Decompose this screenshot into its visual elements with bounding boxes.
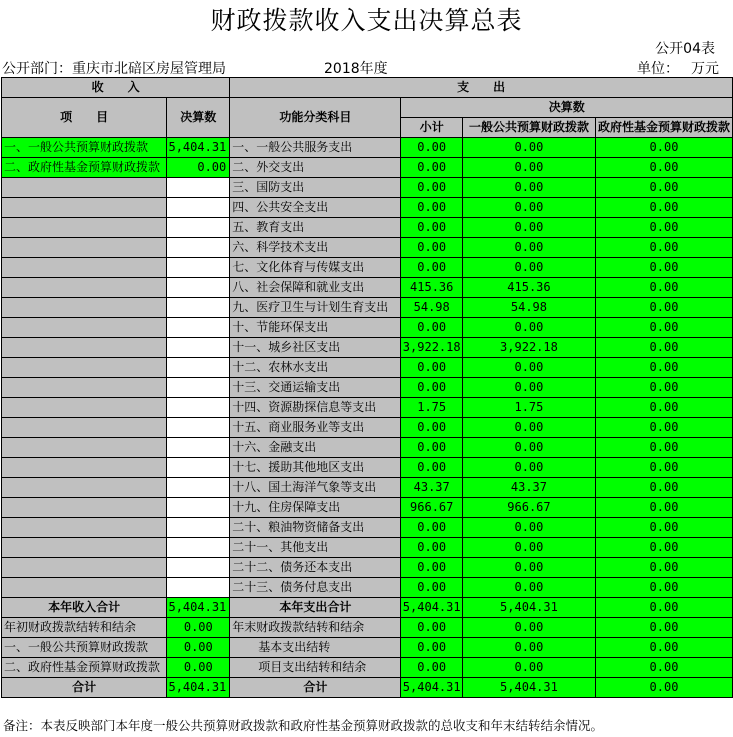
- report-year: 2018年度: [324, 61, 388, 77]
- expense-gen-budget: 0.00: [462, 318, 595, 338]
- income-value-empty: [167, 218, 230, 238]
- table-row: [2, 358, 733, 378]
- income-value-empty: [167, 578, 230, 598]
- income-item-empty: [2, 418, 167, 438]
- expense-total-gen-budget: 5,404.31: [462, 598, 595, 618]
- income-item-empty: [2, 438, 167, 458]
- header-row-2: [2, 98, 733, 118]
- carry-expense-item: 年末财政拨款结转和结余: [230, 618, 401, 638]
- income-header: 收 入: [2, 78, 230, 98]
- expense-total-label: 本年支出合计: [230, 598, 401, 618]
- expense-subtotal: 0.00: [401, 238, 462, 258]
- expense-gov-fund: 0.00: [595, 538, 732, 558]
- income-value-empty: [167, 338, 230, 358]
- unit: [637, 60, 719, 78]
- expense-item: 二十三、债务付息支出: [230, 578, 401, 598]
- footnote: 备注：本表反映部门本年度一般公共预算财政拨款和政府性基金预算财政拨款的总收支和年末结转结余情况。: [3, 718, 604, 733]
- income-value-empty: [167, 558, 230, 578]
- carry-gov-fund: 0.00: [595, 658, 732, 678]
- expense-item: 十九、住房保障支出: [230, 498, 401, 518]
- expense-subtotal: 0.00: [401, 538, 462, 558]
- expense-subtotal: 966.67: [401, 498, 462, 518]
- expense-gen-budget: 0.00: [462, 438, 595, 458]
- expense-item: 一、一般公共服务支出: [230, 138, 401, 158]
- expense-gov-fund: 0.00: [595, 178, 732, 198]
- table-row: [2, 258, 733, 278]
- carry-income-value: 0.00: [167, 618, 230, 638]
- expense-gen-budget: 0.00: [462, 198, 595, 218]
- income-item-empty: [2, 278, 167, 298]
- header-row-1: [2, 78, 733, 98]
- income-item-empty: [2, 398, 167, 418]
- income-value: 0.00: [167, 158, 230, 178]
- expense-item: 三、国防支出: [230, 178, 401, 198]
- expense-subtotal: 0.00: [401, 418, 462, 438]
- expense-item: 十七、援助其他地区支出: [230, 458, 401, 478]
- table-row: [2, 178, 733, 198]
- income-value: 5,404.31: [167, 138, 230, 158]
- carry-expense-item: 项目支出结转和结余: [230, 658, 401, 678]
- expense-gov-fund: 0.00: [595, 498, 732, 518]
- income-value-empty: [167, 418, 230, 438]
- expense-gen-budget: 0.00: [462, 558, 595, 578]
- grand-subtotal: 5,404.31: [401, 678, 462, 698]
- income-item-empty: [2, 518, 167, 538]
- income-value-empty: [167, 238, 230, 258]
- expense-item: 十一、城乡社区支出: [230, 338, 401, 358]
- expense-gen-budget: 966.67: [462, 498, 595, 518]
- carry-subtotal: 0.00: [401, 618, 462, 638]
- income-value-empty: [167, 318, 230, 338]
- expense-item: 二十一、其他支出: [230, 538, 401, 558]
- expense-subtotal: 0.00: [401, 558, 462, 578]
- expense-subtotal: 3,922.18: [401, 338, 462, 358]
- expense-gov-fund: 0.00: [595, 378, 732, 398]
- budget-table: [1, 77, 733, 698]
- income-item: 二、政府性基金预算财政拨款: [2, 158, 167, 178]
- expense-gen-budget: 0.00: [462, 518, 595, 538]
- expense-gov-fund: 0.00: [595, 358, 732, 378]
- table-row: [2, 318, 733, 338]
- table-row: [2, 398, 733, 418]
- expense-subtotal: 0.00: [401, 518, 462, 538]
- income-item: 一、一般公共预算财政拨款: [2, 138, 167, 158]
- carry-gov-fund: 0.00: [595, 618, 732, 638]
- income-item-empty: [2, 338, 167, 358]
- carry-income-item: 一、一般公共预算财政拨款: [2, 638, 167, 658]
- expense-item: 十六、金融支出: [230, 438, 401, 458]
- expense-subtotal: 415.36: [401, 278, 462, 298]
- carry-row: [2, 658, 733, 678]
- expense-gen-budget: 0.00: [462, 178, 595, 198]
- expense-item: 十二、农林水支出: [230, 358, 401, 378]
- table-row: [2, 458, 733, 478]
- expense-gov-fund: 0.00: [595, 218, 732, 238]
- amount-header: 决算数: [167, 98, 230, 138]
- expense-gov-fund: 0.00: [595, 558, 732, 578]
- carry-gen-budget: 0.00: [462, 618, 595, 638]
- table-row: [2, 518, 733, 538]
- grand-expense-label: 合计: [230, 678, 401, 698]
- carry-expense-item: 基本支出结转: [230, 638, 401, 658]
- table-row: [2, 158, 733, 178]
- expense-item: 十五、商业服务业等支出: [230, 418, 401, 438]
- table-row: [2, 378, 733, 398]
- expense-subtotal: 43.37: [401, 478, 462, 498]
- expense-gov-fund: 0.00: [595, 338, 732, 358]
- table-row: [2, 278, 733, 298]
- expense-gov-fund: 0.00: [595, 398, 732, 418]
- func-header: 功能分类科目: [230, 98, 401, 138]
- carry-gen-budget: 0.00: [462, 638, 595, 658]
- income-item-empty: [2, 578, 167, 598]
- gen-budget-header: 一般公共预算财政拨款: [462, 118, 595, 138]
- expense-gen-budget: 0.00: [462, 138, 595, 158]
- form-number: 公开04表: [655, 41, 715, 57]
- expense-gov-fund: 0.00: [595, 138, 732, 158]
- item-header: 项 目: [2, 98, 167, 138]
- expense-item: 十三、交通运输支出: [230, 378, 401, 398]
- expense-item: 二十二、债务还本支出: [230, 558, 401, 578]
- unit-value: 万元: [691, 61, 719, 77]
- income-value-empty: [167, 458, 230, 478]
- expense-item: 十、节能环保支出: [230, 318, 401, 338]
- carry-row: [2, 638, 733, 658]
- income-value-empty: [167, 278, 230, 298]
- income-value-empty: [167, 378, 230, 398]
- table-row: [2, 558, 733, 578]
- table-wrapper: [1, 77, 733, 698]
- expense-gen-budget: 0.00: [462, 158, 595, 178]
- income-item-empty: [2, 238, 167, 258]
- unit-label: 单位：: [637, 61, 679, 77]
- income-item-empty: [2, 458, 167, 478]
- department-label: 公开部门：: [2, 61, 72, 77]
- final-group-header: 决算数: [401, 98, 733, 118]
- income-item-empty: [2, 178, 167, 198]
- expense-item: 八、社会保障和就业支出: [230, 278, 401, 298]
- expense-gen-budget: 415.36: [462, 278, 595, 298]
- expense-item: 四、公共安全支出: [230, 198, 401, 218]
- income-value-empty: [167, 538, 230, 558]
- expense-gov-fund: 0.00: [595, 258, 732, 278]
- expense-subtotal: 0.00: [401, 138, 462, 158]
- expense-gen-budget: 0.00: [462, 458, 595, 478]
- grand-income-value: 5,404.31: [167, 678, 230, 698]
- expense-subtotal: 54.98: [401, 298, 462, 318]
- expense-subtotal: 0.00: [401, 158, 462, 178]
- expense-gov-fund: 0.00: [595, 458, 732, 478]
- income-total-value: 5,404.31: [167, 598, 230, 618]
- table-row: [2, 238, 733, 258]
- department-value: 重庆市北碚区房屋管理局: [72, 61, 226, 77]
- expense-gen-budget: 0.00: [462, 258, 595, 278]
- income-total-label: 本年收入合计: [2, 598, 167, 618]
- department: [2, 60, 250, 78]
- table-row: [2, 218, 733, 238]
- expense-subtotal: 0.00: [401, 218, 462, 238]
- expense-total-subtotal: 5,404.31: [401, 598, 462, 618]
- expense-subtotal: 1.75: [401, 398, 462, 418]
- expense-gov-fund: 0.00: [595, 278, 732, 298]
- expense-gen-budget: 3,922.18: [462, 338, 595, 358]
- expense-item: 六、科学技术支出: [230, 238, 401, 258]
- carry-gen-budget: 0.00: [462, 658, 595, 678]
- income-item-empty: [2, 538, 167, 558]
- income-item-empty: [2, 318, 167, 338]
- income-item-empty: [2, 258, 167, 278]
- income-value-empty: [167, 498, 230, 518]
- grand-income-label: 合计: [2, 678, 167, 698]
- expense-gen-budget: 0.00: [462, 358, 595, 378]
- expense-total-gov-fund: 0.00: [595, 598, 732, 618]
- expense-gen-budget: 54.98: [462, 298, 595, 318]
- table-row: [2, 298, 733, 318]
- table-row: [2, 538, 733, 558]
- expense-gen-budget: 43.37: [462, 478, 595, 498]
- expense-subtotal: 0.00: [401, 438, 462, 458]
- table-row: [2, 338, 733, 358]
- expense-subtotal: 0.00: [401, 578, 462, 598]
- table-row: [2, 138, 733, 158]
- expense-subtotal: 0.00: [401, 358, 462, 378]
- table-row: [2, 478, 733, 498]
- expense-item: 十八、国土海洋气象等支出: [230, 478, 401, 498]
- income-value-empty: [167, 398, 230, 418]
- income-item-empty: [2, 478, 167, 498]
- expense-gov-fund: 0.00: [595, 518, 732, 538]
- expense-subtotal: 0.00: [401, 258, 462, 278]
- expense-item: 九、医疗卫生与计划生育支出: [230, 298, 401, 318]
- expense-gen-budget: 0.00: [462, 578, 595, 598]
- expense-gov-fund: 0.00: [595, 478, 732, 498]
- expense-item: 十四、资源勘探信息等支出: [230, 398, 401, 418]
- expense-gen-budget: 0.00: [462, 538, 595, 558]
- totals-row: [2, 598, 733, 618]
- expense-gov-fund: 0.00: [595, 578, 732, 598]
- report-title: 财政拨款收入支出决算总表: [210, 6, 523, 35]
- table-row: [2, 498, 733, 518]
- table-row: [2, 198, 733, 218]
- expense-gov-fund: 0.00: [595, 198, 732, 218]
- income-item-empty: [2, 218, 167, 238]
- table-row: [2, 578, 733, 598]
- expense-gov-fund: 0.00: [595, 158, 732, 178]
- gov-fund-header: 政府性基金预算财政拨款: [595, 118, 732, 138]
- expense-subtotal: 0.00: [401, 378, 462, 398]
- expense-gen-budget: 0.00: [462, 378, 595, 398]
- income-item-empty: [2, 378, 167, 398]
- table-row: [2, 438, 733, 458]
- table-row: [2, 418, 733, 438]
- grand-gov-fund: 0.00: [595, 678, 732, 698]
- income-value-empty: [167, 198, 230, 218]
- expense-header: 支 出: [230, 78, 733, 98]
- grand-total-row: [2, 678, 733, 698]
- subtotal-header: 小计: [401, 118, 462, 138]
- expense-gov-fund: 0.00: [595, 318, 732, 338]
- income-item-empty: [2, 198, 167, 218]
- carry-income-item: 年初财政拨款结转和结余: [2, 618, 167, 638]
- expense-gov-fund: 0.00: [595, 418, 732, 438]
- income-value-empty: [167, 178, 230, 198]
- income-value-empty: [167, 258, 230, 278]
- expense-item: 五、教育支出: [230, 218, 401, 238]
- income-item-empty: [2, 558, 167, 578]
- income-item-empty: [2, 498, 167, 518]
- expense-item: 二十、粮油物资储备支出: [230, 518, 401, 538]
- expense-gen-budget: 0.00: [462, 418, 595, 438]
- carry-income-value: 0.00: [167, 638, 230, 658]
- expense-gen-budget: 1.75: [462, 398, 595, 418]
- income-value-empty: [167, 438, 230, 458]
- grand-gen-budget: 5,404.31: [462, 678, 595, 698]
- carry-row: [2, 618, 733, 638]
- income-item-empty: [2, 298, 167, 318]
- expense-gov-fund: 0.00: [595, 438, 732, 458]
- income-value-empty: [167, 518, 230, 538]
- expense-subtotal: 0.00: [401, 458, 462, 478]
- expense-item: 七、文化体育与传媒支出: [230, 258, 401, 278]
- carry-subtotal: 0.00: [401, 638, 462, 658]
- carry-income-item: 二、政府性基金预算财政拨款: [2, 658, 167, 678]
- expense-gov-fund: 0.00: [595, 298, 732, 318]
- income-item-empty: [2, 358, 167, 378]
- carry-income-value: 0.00: [167, 658, 230, 678]
- income-value-empty: [167, 298, 230, 318]
- expense-gen-budget: 0.00: [462, 218, 595, 238]
- expense-subtotal: 0.00: [401, 318, 462, 338]
- carry-subtotal: 0.00: [401, 658, 462, 678]
- expense-gen-budget: 0.00: [462, 238, 595, 258]
- expense-gov-fund: 0.00: [595, 238, 732, 258]
- carry-gov-fund: 0.00: [595, 638, 732, 658]
- income-value-empty: [167, 478, 230, 498]
- expense-subtotal: 0.00: [401, 178, 462, 198]
- expense-item: 二、外交支出: [230, 158, 401, 178]
- expense-subtotal: 0.00: [401, 198, 462, 218]
- income-value-empty: [167, 358, 230, 378]
